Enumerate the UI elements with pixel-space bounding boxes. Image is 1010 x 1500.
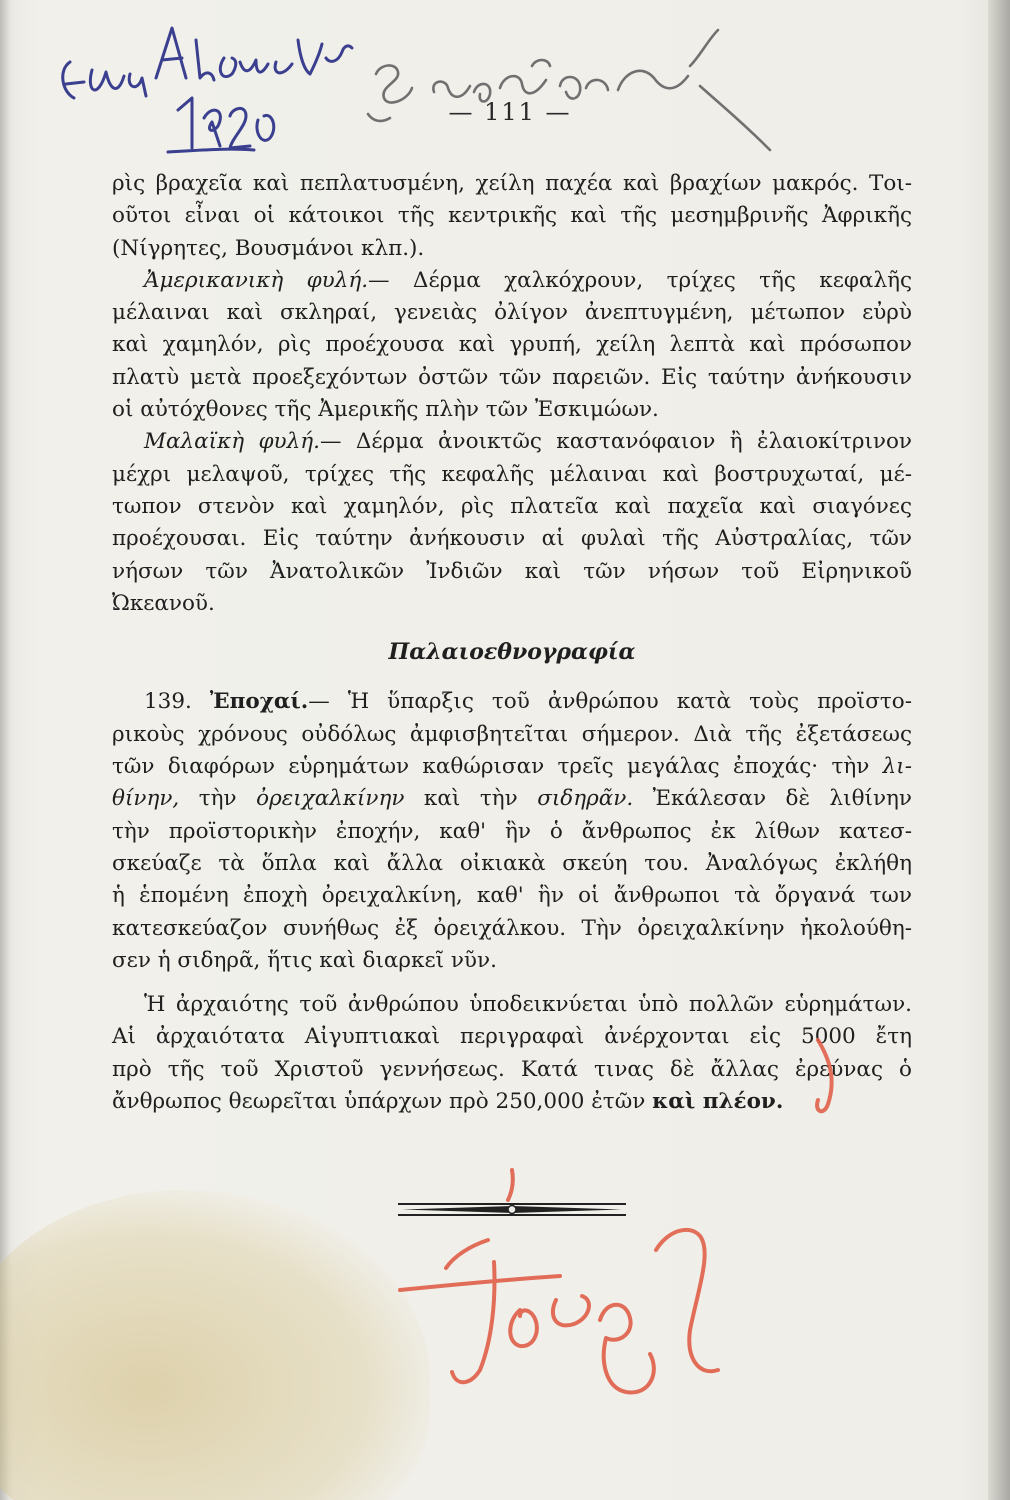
end-ornament xyxy=(392,1200,632,1220)
text-line: Ἡ ἀρχαιότης τοῦ ἀνθρώπου ὑποδεικνύεται ὑπὸ πολλῶν εὑρημάτων. xyxy=(144,992,912,1018)
text-line: πρὸ τῆς τοῦ Χριστοῦ γεννήσεως. Κατά τινας δὲ ἄλλας ἐρεύνας ὁ xyxy=(112,1056,912,1082)
text-line: μέλαιναι καὶ σκληραί, γενειὰς ὀλίγον ἀνεπτυγμένη, μέτωπον εὐρὺ xyxy=(112,300,912,326)
text-line: ρὶς βραχεῖα καὶ πεπλατυσμένη, χείλη παχέα καὶ βραχίων μακρός. Τοι- xyxy=(112,171,912,196)
text-line xyxy=(112,686,912,718)
text-line: (Νίγρητες, Βουσμάνοι κλπ.). xyxy=(112,235,425,261)
text-line: τωπον στενὸν καὶ χαμηλόν, ρὶς πλατεῖα καὶ παχεῖα καὶ σιαγόνες xyxy=(112,493,912,519)
text-line: πλατὺ μετὰ προεξεχόντων ὀστῶν τῶν παρειῶν. Εἰς ταύτην ἀνήκουσιν xyxy=(112,364,912,390)
text-line: νήσων τῶν Ἀνατολικῶν Ἰνδιῶν καὶ τῶν νήσων τοῦ Εἰρηνικοῦ xyxy=(112,558,912,584)
text-line: κατεσκεύαζον συνήθως ἐξ ὀρειχάλκου. Τὴν ὀρειχαλκίνην ἠκολούθη- xyxy=(112,915,912,941)
text-run: ἄνθρωπος θεωρεῖται ὑπάρχων πρὸ 250,000 ἐτῶν xyxy=(112,1089,646,1115)
text-line xyxy=(112,751,912,783)
text-run: Ἐκάλεσαν δὲ λιθίνην xyxy=(652,786,912,812)
body-text xyxy=(112,168,912,1118)
text-line: Ὠκεανοῦ. xyxy=(112,590,215,616)
text-line: σεν ἡ σιδηρᾶ, ἥτις καὶ διαρκεῖ νῦν. xyxy=(112,947,497,973)
text-line: ἡ ἑπομένη ἐποχὴ ὀρειχαλκίνη, καθ' ἣν οἱ ἄνθρωποι τὰ ὄργανά των xyxy=(112,883,912,909)
text-run: — Ἡ ὕπαρξις τοῦ ἀνθρώπου κατὰ τοὺς προϊστο- xyxy=(308,689,912,715)
text-run: καὶ τὴν xyxy=(423,786,518,812)
text-line: οῦτοι εἶναι οἱ κάτοικοι τῆς κεντρικῆς καὶ τῆς μεσημβρινῆς Ἀφρικῆς xyxy=(112,203,912,229)
text-line: καὶ χαμηλόν, ρὶς προέχουσα καὶ γρυπή, χείλη λεπτὰ καὶ πρόσωπον xyxy=(112,332,912,358)
handwritten-note-top-left xyxy=(63,28,352,152)
text-line: ρικοὺς χρόνους οὐδόλως ἀμφισβητεῖται σήμερον. Διὰ τῆς ἐξετάσεως xyxy=(112,721,912,747)
text-run: τὴν xyxy=(198,786,237,812)
term-iron: σιδηρᾶν. xyxy=(537,786,634,812)
text-line xyxy=(112,265,912,297)
page-right-edge xyxy=(988,0,1010,1500)
text-line: Αἱ ἀρχαιότατα Αἰγυπτιακαὶ περιγραφαὶ ἀνέρχονται εἰς 5000 ἔτη xyxy=(112,1024,912,1050)
section-number: 139. xyxy=(144,689,192,715)
section-heading: Παλαιοεθνογραφία xyxy=(388,639,636,666)
page-number: — 111 — xyxy=(448,98,572,126)
text-line: μέχρι μελαψοῦ, τρίχες τῆς κεφαλῆς μέλαιναι καὶ βοστρυχωταί, μέ- xyxy=(112,461,912,487)
text-run: — Δέρμα ἀνοικτῶς καστανόφαιον ἢ ἐλαιοκίτρινον xyxy=(319,429,913,455)
subheading-american: Ἀμερικανικὴ φυλή. xyxy=(144,267,369,293)
term-bronze: ὀρειχαλκίνην xyxy=(256,786,405,812)
text-line: τὴν προϊστορικὴν ἐποχήν, καθ' ἣν ὁ ἄνθρωπος ἐκ λίθων κατεσ- xyxy=(112,818,912,844)
text-line: σκεύαζε τὰ ὅπλα καὶ ἄλλα οἰκιακὰ σκεύη του. Ἀναλόγως ἐκλήθη xyxy=(112,850,912,876)
section-title: Ἐποχαί. xyxy=(209,689,309,715)
term-stone-cont: θίνην, xyxy=(112,786,180,812)
text-run-bold: καὶ πλέον. xyxy=(652,1089,784,1115)
text-line xyxy=(112,426,912,458)
text-line xyxy=(112,1086,912,1118)
text-line xyxy=(112,783,912,815)
text-run: τῶν διαφόρων εὑρημάτων καθώρισαν τρεῖς μεγάλας ἐποχάς· τὴν xyxy=(112,754,870,780)
water-stain xyxy=(0,1190,430,1500)
text-run: — Δέρμα χαλκόχρουν, τρίχες τῆς κεφαλῆς xyxy=(368,267,912,293)
subheading-malay: Μαλαϊκὴ φυλή. xyxy=(144,429,320,455)
handwritten-note-top-right xyxy=(368,30,770,150)
text-line: προέχουσαι. Εἰς ταύτην ἀνήκουσιν αἱ φυλαὶ τῆς Αὐστραλίας, τῶν xyxy=(112,526,912,552)
text-line: οἱ αὐτόχθονες τῆς Ἀμερικῆς πλὴν τῶν Ἐσκιμώων. xyxy=(112,397,659,423)
term-stone: λι- xyxy=(882,754,912,780)
